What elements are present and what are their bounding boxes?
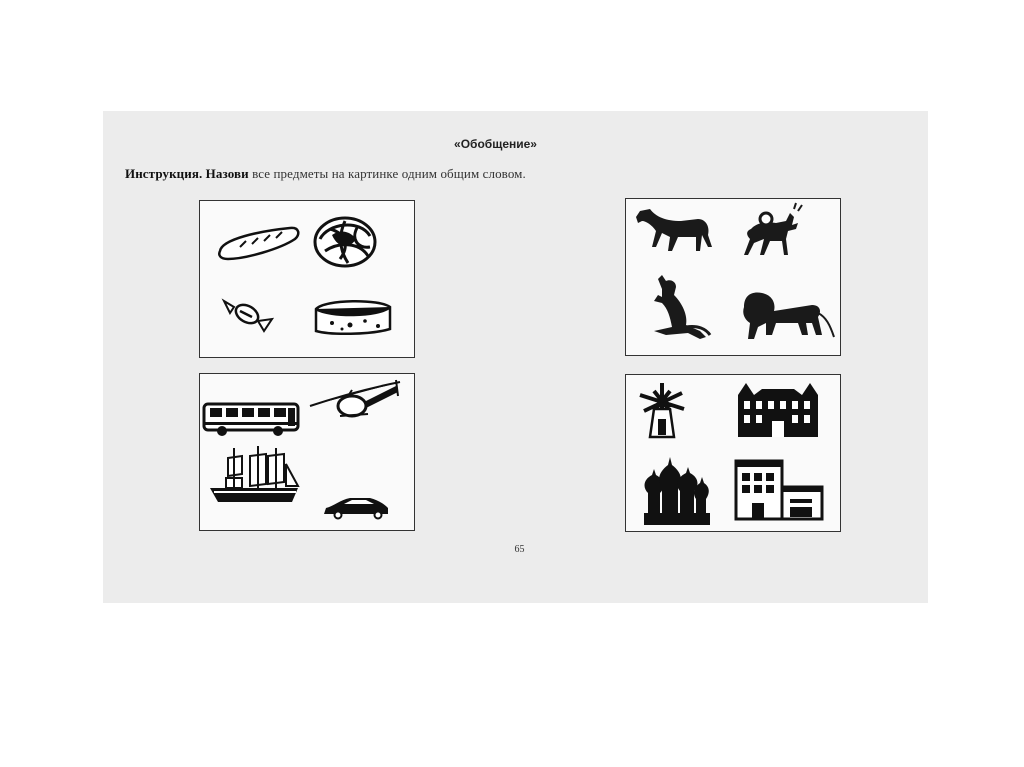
modern-building-icon	[736, 461, 822, 519]
page-number: 65	[514, 544, 525, 555]
scanned-page	[103, 111, 928, 603]
instruction-rest: все предметы на картинке одним общим словом.	[248, 166, 526, 181]
kangaroo-icon	[654, 275, 710, 339]
sailing-ship-icon	[210, 446, 298, 502]
car-icon	[324, 498, 388, 519]
onion-dome-church-icon	[644, 457, 710, 525]
lion-icon	[743, 293, 834, 339]
candy-icon	[224, 301, 272, 331]
deer-icon	[744, 203, 802, 255]
instruction-text	[125, 166, 526, 182]
bread-loaf-icon	[219, 228, 298, 259]
panel-animals	[625, 198, 841, 356]
panel-transport	[199, 373, 415, 531]
panel-buildings	[625, 374, 841, 532]
castle-icon	[738, 383, 818, 437]
horse-icon	[636, 209, 712, 251]
page-title: «Обобщение»	[454, 137, 537, 151]
helicopter-icon	[310, 380, 400, 416]
windmill-icon	[640, 383, 684, 437]
instruction-bold: Инструкция. Назови	[125, 166, 249, 181]
bus-icon	[204, 404, 298, 436]
cheese-icon	[316, 301, 390, 334]
panel-food	[199, 200, 415, 358]
cabbage-icon	[315, 218, 375, 266]
